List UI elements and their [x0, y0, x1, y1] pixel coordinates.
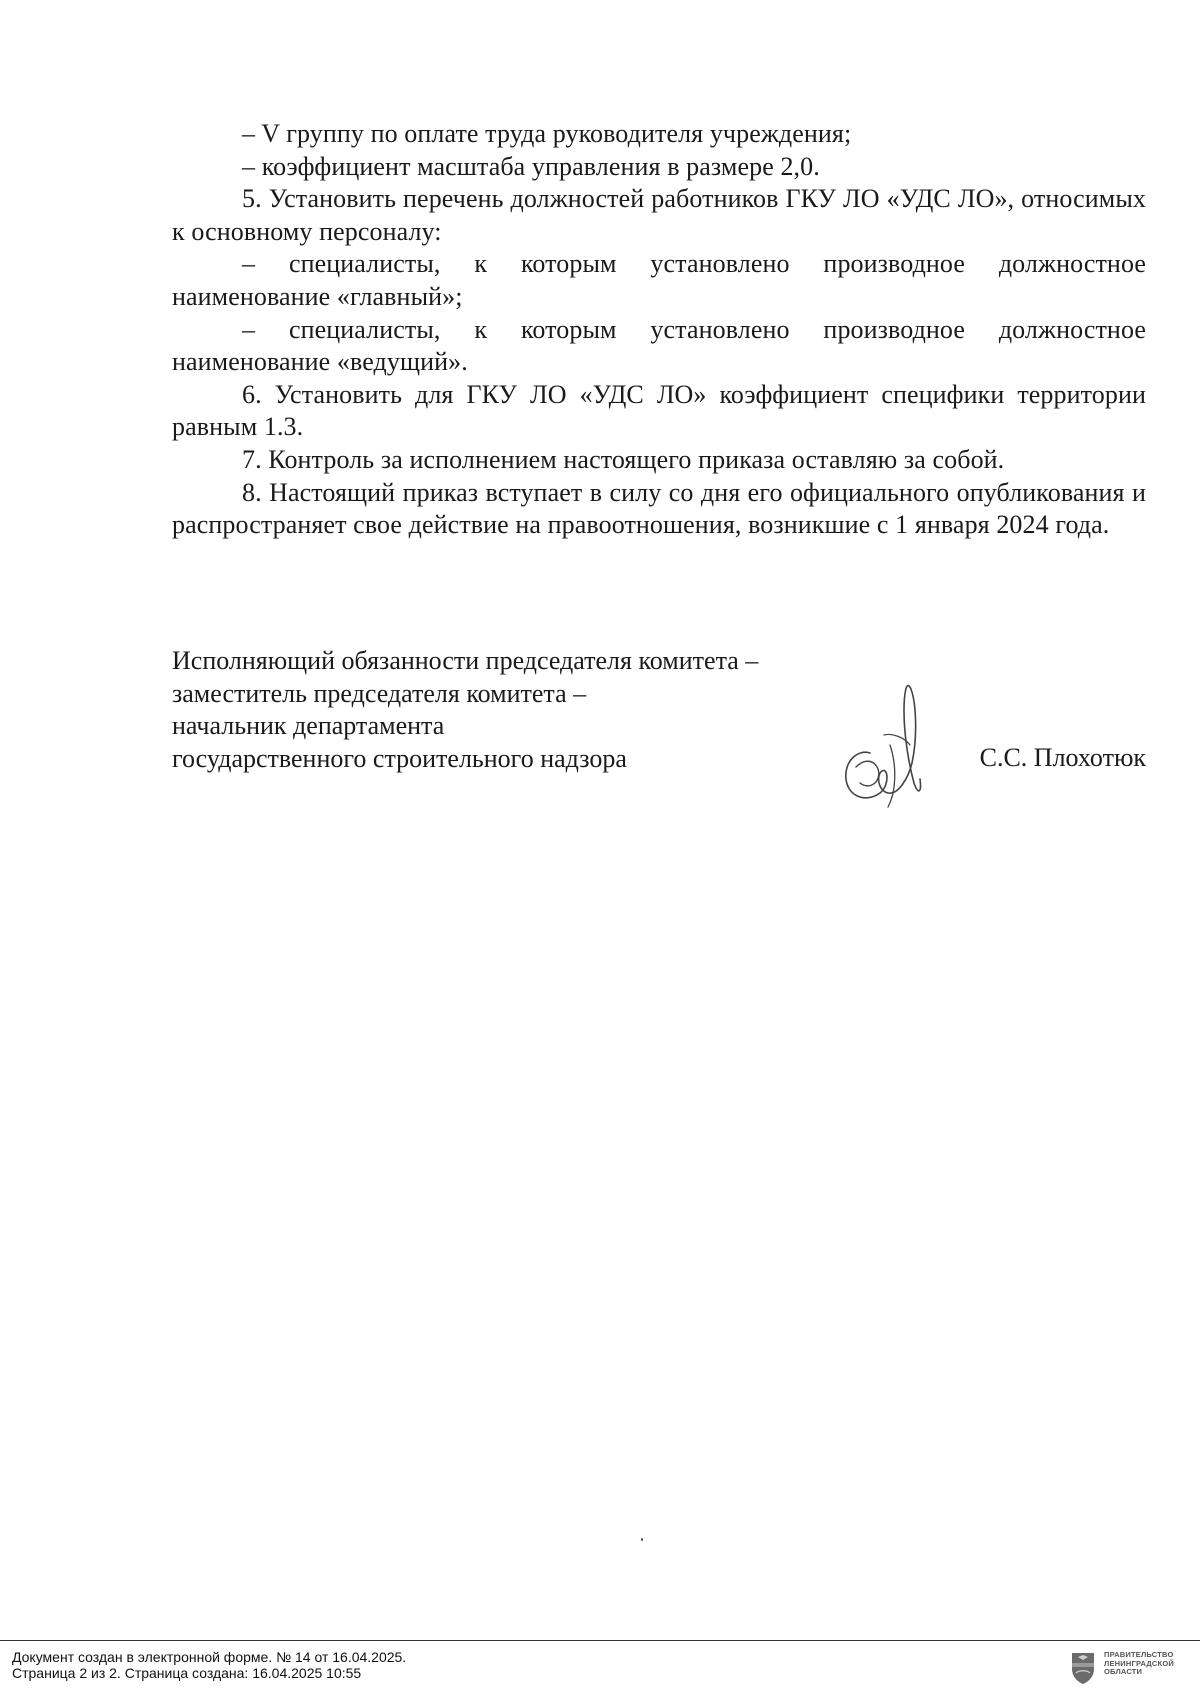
position-line: Исполняющий обязанности председателя комитета –	[172, 646, 759, 675]
logo-text-line: ОБЛАСТИ	[1104, 1667, 1143, 1676]
government-logo	[1070, 1651, 1174, 1685]
footer-text	[12, 1649, 406, 1681]
logo-text-line: ЛЕНИНГРАДСКОЙ	[1104, 1658, 1174, 1668]
signature-block	[172, 645, 1146, 815]
logo-text	[1104, 1651, 1174, 1677]
position-line: начальник департамента	[172, 711, 445, 741]
paragraph-leading-specialists: – специалисты, к которым установлено производное должностное наименование «ведущий».	[172, 314, 1146, 377]
paragraph-chief-specialists: – специалисты, к которым установлено производное должностное наименование «главный»;	[172, 249, 1146, 311]
paragraph-item-6: 6. Установить для ГКУ ЛО «УДС ЛО» коэффициент специфики территории равным 1.3.	[172, 379, 1146, 442]
scan-speck	[641, 1538, 643, 1541]
paragraph-salary-group: – V группу по оплате труда руководителя учреждения;	[242, 119, 852, 148]
signer-name: С.С. Плохотюк	[979, 743, 1146, 772]
paragraph-item-8: 8. Настоящий приказ вступает в силу со дня его официального опубликования и распространяет свое действие на правоотношения, возникшие с 1 января 2024 года.	[172, 477, 1146, 540]
handwritten-signature	[830, 675, 930, 815]
paragraph-scale-coefficient: – коэффициент масштаба управления в размере 2,0.	[242, 151, 820, 181]
footer-document-info: Документ создан в электронной форме. № 14 от 16.04.2025.	[12, 1649, 407, 1665]
document-body	[172, 118, 1146, 542]
leningrad-oblast-crest-icon	[1070, 1651, 1096, 1685]
document-footer	[0, 1640, 1200, 1699]
footer-page-info: Страница 2 из 2. Страница создана: 16.04.2025 10:55	[12, 1665, 362, 1681]
logo-text-line: ПРАВИТЕЛЬСТВО	[1104, 1650, 1174, 1659]
paragraph-item-7: 7. Контроль за исполнением настоящего приказа оставляю за собой.	[242, 444, 1005, 474]
position-line: заместитель председателя комитета –	[172, 678, 587, 708]
paragraph-item-5: 5. Установить перечень должностей работников ГКУ ЛО «УДС ЛО», относимых к основному персоналу:	[172, 184, 1146, 246]
position-line: государственного строительного надзора	[172, 743, 627, 773]
